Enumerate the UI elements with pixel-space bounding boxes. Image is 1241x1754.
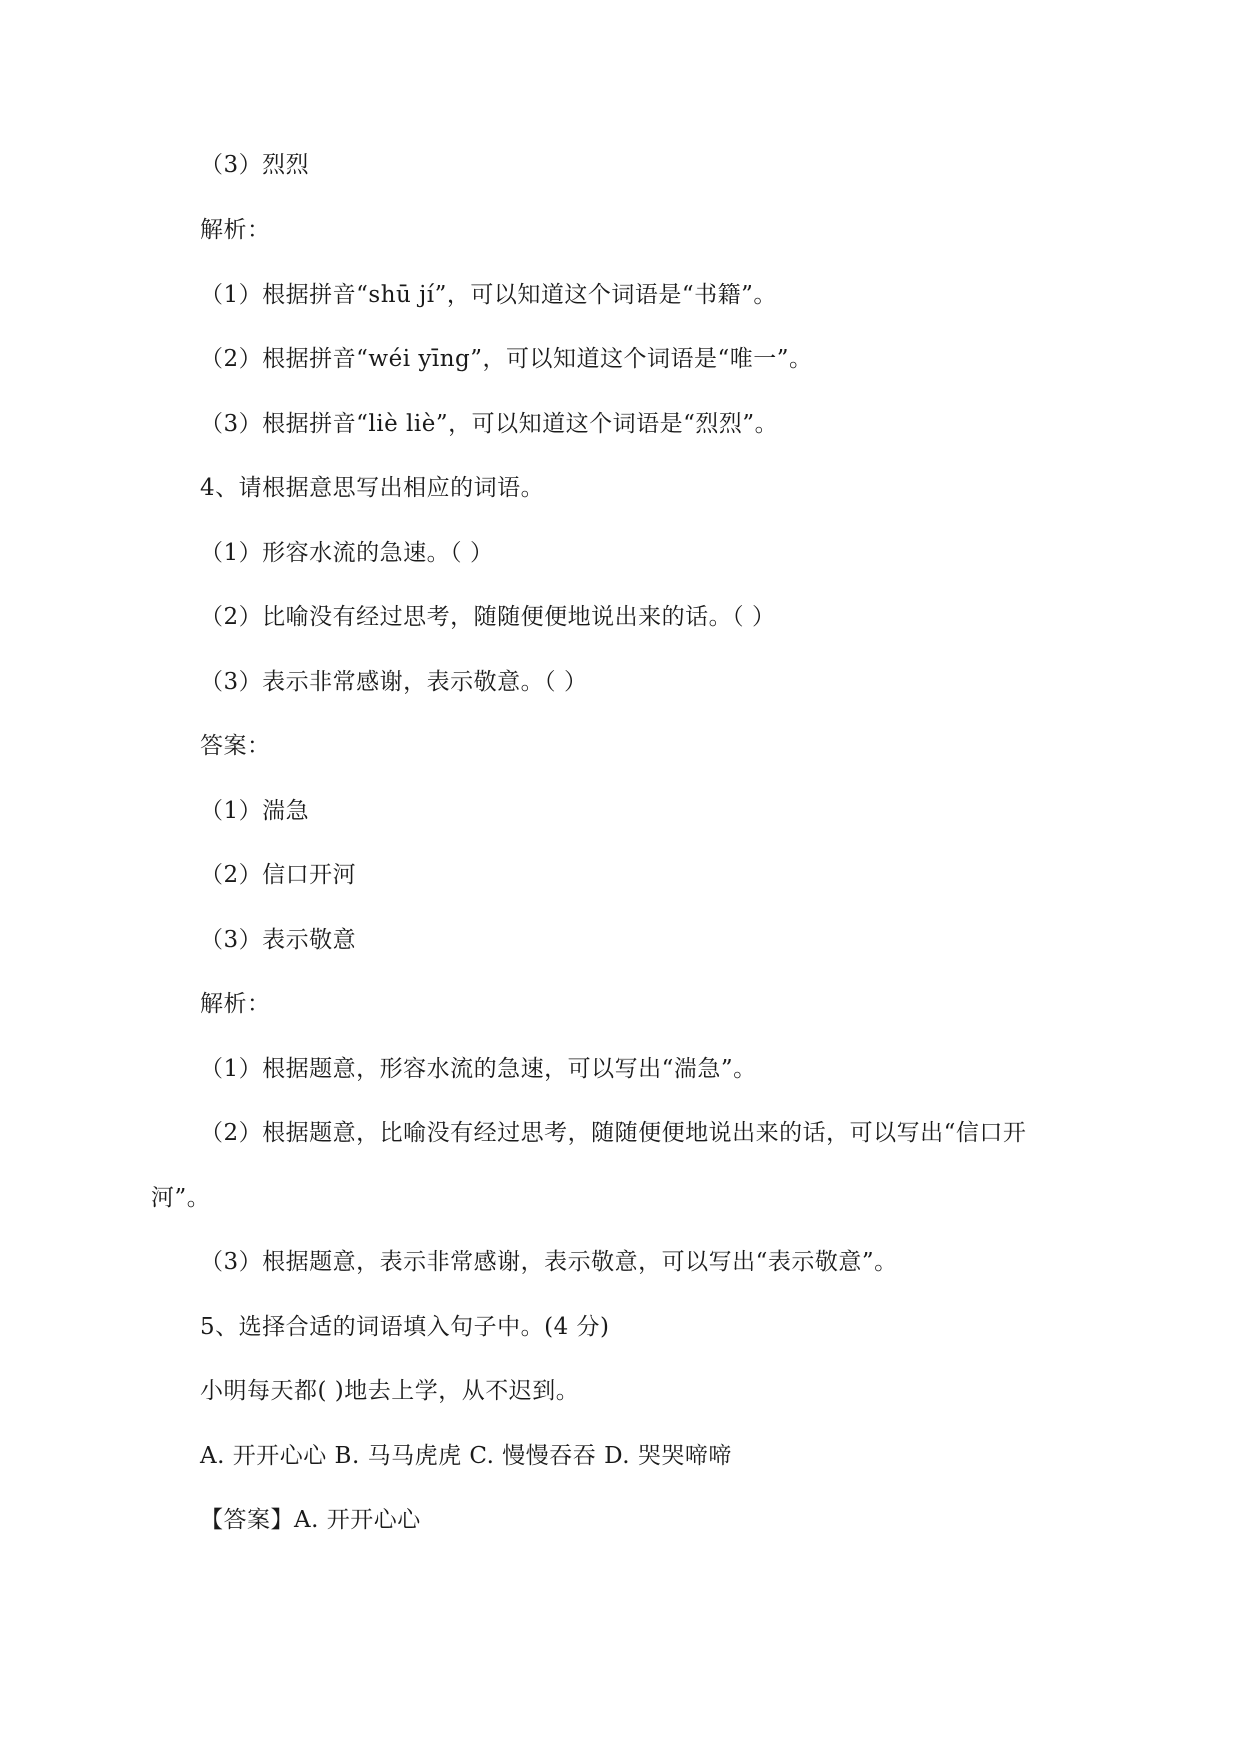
analysis-heading: 解析：	[200, 217, 271, 243]
answer-item-3: （3）表示敬意	[200, 927, 357, 953]
analysis-item-2-continued: 河”。	[151, 1185, 211, 1211]
answer-item-2: （2）信口开河	[200, 862, 357, 888]
question-5-title: 5、选择合适的词语填入句子中。(4 分)	[200, 1314, 610, 1340]
answer-line-3: （3）烈烈	[200, 152, 310, 178]
question-4-item-2: （2）比喻没有经过思考，随随便便地说出来的话。（ ）	[200, 604, 776, 630]
question-4-item-1: （1）形容水流的急速。（ ）	[200, 540, 494, 566]
analysis-heading-2: 解析：	[200, 991, 271, 1017]
question-5-options: A. 开开心心 B. 马马虎虎 C. 慢慢吞吞 D. 哭哭啼啼	[200, 1443, 732, 1469]
question-5-answer: 【答案】A. 开开心心	[200, 1507, 421, 1533]
question-4-item-3: （3）表示非常感谢，表示敬意。（ ）	[200, 669, 588, 695]
analysis-item-3: （3）根据题意，表示非常感谢，表示敬意，可以写出“表示敬意”。	[200, 1249, 898, 1275]
analysis-item-1: （1）根据题意，形容水流的急速，可以写出“湍急”。	[200, 1056, 757, 1082]
answer-item-1: （1）湍急	[200, 798, 310, 824]
analysis-item-2: （2）根据题意，比喻没有经过思考，随随便便地说出来的话，可以写出“信口开	[200, 1120, 1027, 1146]
answer-heading: 答案：	[200, 733, 271, 759]
analysis-line-1: （1）根据拼音“shū jí”，可以知道这个词语是“书籍”。	[200, 282, 777, 308]
analysis-line-3: （3）根据拼音“liè liè”，可以知道这个词语是“烈烈”。	[200, 411, 779, 437]
question-5-sentence: 小明每天都( )地去上学，从不迟到。	[200, 1378, 580, 1404]
question-4-title: 4、请根据意思写出相应的词语。	[200, 475, 545, 501]
analysis-line-2: （2）根据拼音“wéi yīng”，可以知道这个词语是“唯一”。	[200, 346, 813, 372]
